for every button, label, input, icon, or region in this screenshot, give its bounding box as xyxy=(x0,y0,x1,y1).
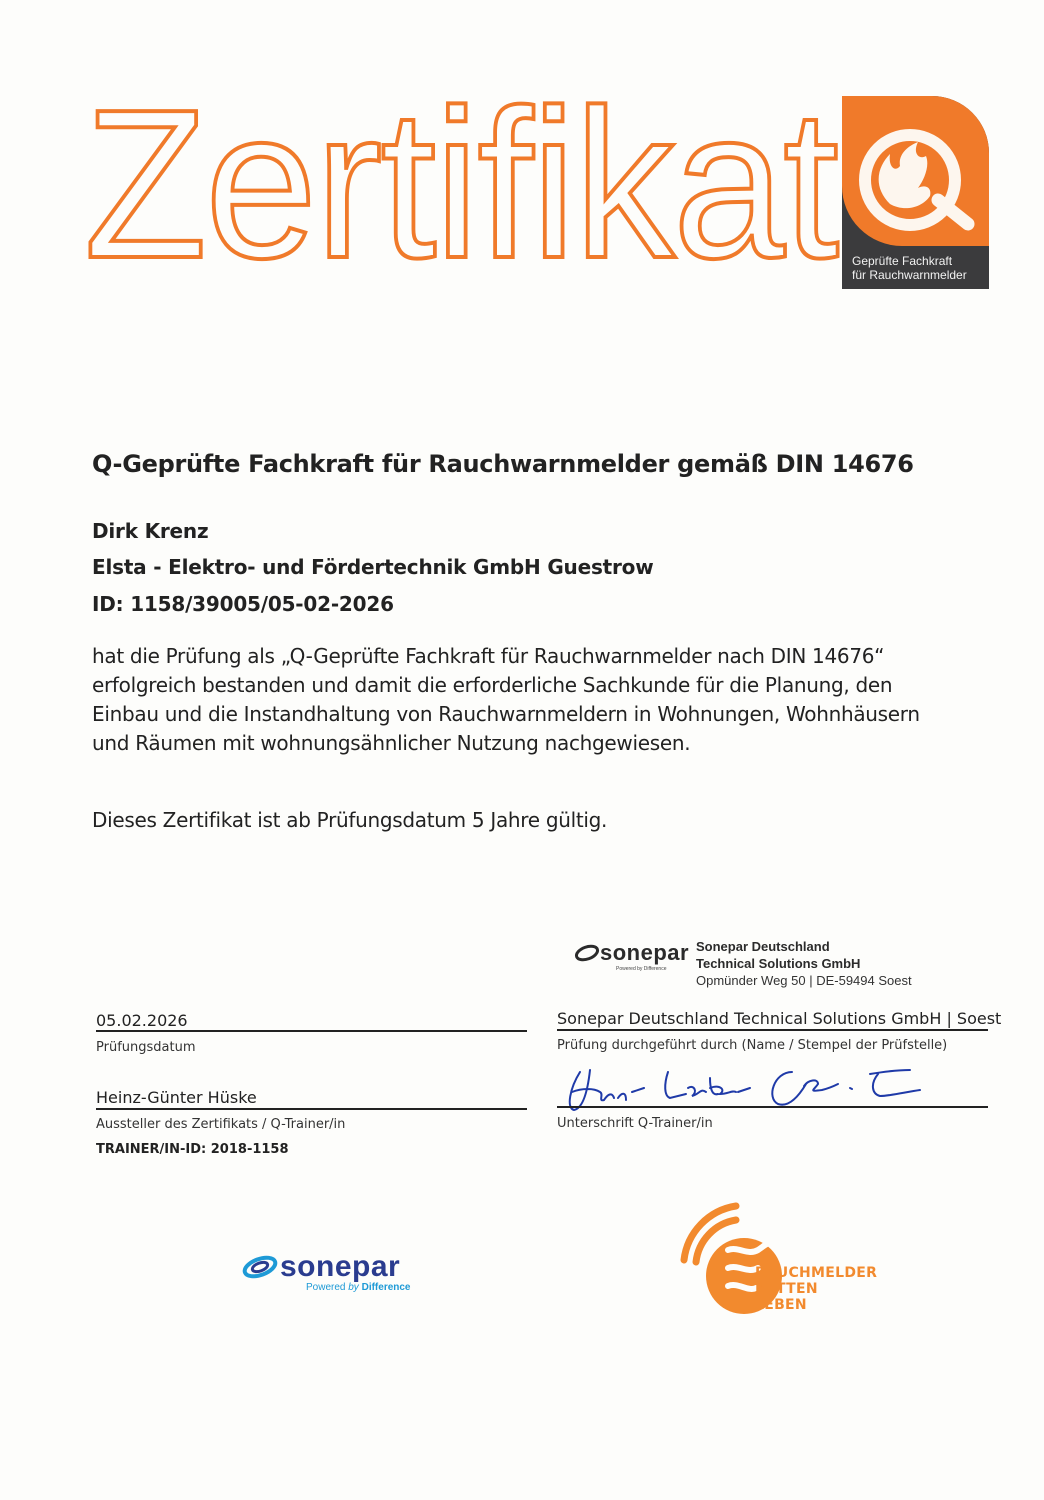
badge-line-1: Geprüfte Fachkraft xyxy=(852,254,953,268)
body-line: Einbau und die Instandhaltung von Rauchwarnmeldern in Wohnungen, Wohnhäusern xyxy=(92,702,920,726)
issuer-stamp-logo xyxy=(574,940,689,972)
exam-date-rule xyxy=(96,1030,527,1032)
campaign-line-1: RAUCHMELDER xyxy=(755,1265,878,1281)
stamp-logo-tagline: Powered by Difference xyxy=(616,966,667,972)
exam-date-label: Prüfungsdatum xyxy=(96,1040,196,1055)
trainer-id: TRAINER/IN-ID: 2018-1158 xyxy=(96,1142,289,1157)
tagline-part: by xyxy=(348,1282,359,1293)
qualification-headline: Q-Geprüfte Fachkraft für Rauchwarnmelder gemäß DIN 14676 xyxy=(92,450,914,478)
sonepar-logo-name: sonepar xyxy=(280,1250,401,1283)
body-line: und Räumen mit wohnungsähnlicher Nutzung nachgewiesen. xyxy=(92,731,691,755)
exam-center-rule xyxy=(557,1029,988,1031)
certificate-body xyxy=(92,642,992,758)
tagline-part: Difference xyxy=(358,1282,411,1293)
trainer-name-value: Heinz-Günter Hüske xyxy=(96,1088,257,1107)
holder-name: Dirk Krenz xyxy=(92,519,209,543)
body-line: hat die Prüfung als „Q-Geprüfte Fachkraft für Rauchwarnmelder nach DIN 14676“ xyxy=(92,644,885,668)
q-badge-logo xyxy=(842,96,989,289)
stamp-logo-name: sonepar xyxy=(600,940,690,965)
exam-center-label: Prüfung durchgeführt durch (Name / Stempel der Prüfstelle) xyxy=(557,1038,948,1053)
campaign-logo-text xyxy=(755,1265,877,1313)
trainer-label: Aussteller des Zertifikats / Q-Trainer/in xyxy=(96,1117,346,1132)
certificate-title: Zertifikat xyxy=(84,65,838,302)
exam-date-value: 05.02.2026 xyxy=(96,1011,188,1030)
stamp-company-line-1: Sonepar Deutschland xyxy=(696,939,830,954)
campaign-line-2: RETTEN xyxy=(755,1281,818,1297)
issuer-stamp-address xyxy=(696,938,912,989)
signature-label: Unterschrift Q-Trainer/in xyxy=(557,1116,713,1131)
sonepar-logo xyxy=(240,1250,411,1293)
sonepar-logo-tagline xyxy=(306,1282,411,1293)
body-line: erfolgreich bestanden und damit die erforderliche Sachkunde für die Planung, den xyxy=(92,673,893,697)
exam-center-value: Sonepar Deutschland Technical Solutions GmbH | Soest xyxy=(557,1009,1002,1028)
holder-company: Elsta - Elektro- und Fördertechnik GmbH Guestrow xyxy=(92,555,654,579)
signature-rule xyxy=(557,1106,988,1108)
tagline-part: Powered xyxy=(306,1282,349,1293)
campaign-line-3: LEBEN xyxy=(755,1297,807,1313)
certificate-id: ID: 1158/39005/05-02-2026 xyxy=(92,592,394,616)
trainer-name-rule xyxy=(96,1108,527,1110)
badge-line-2: für Rauchwarnmelder xyxy=(852,268,967,282)
stamp-address: Opmünder Weg 50 | DE-59494 Soest xyxy=(696,973,912,988)
sonepar-swirl-icon xyxy=(574,944,600,962)
validity-statement: Dieses Zertifikat ist ab Prüfungsdatum 5 Jahre gültig. xyxy=(92,808,608,832)
stamp-company-line-2: Technical Solutions GmbH xyxy=(696,956,861,971)
sonepar-swirl-icon xyxy=(240,1254,280,1280)
